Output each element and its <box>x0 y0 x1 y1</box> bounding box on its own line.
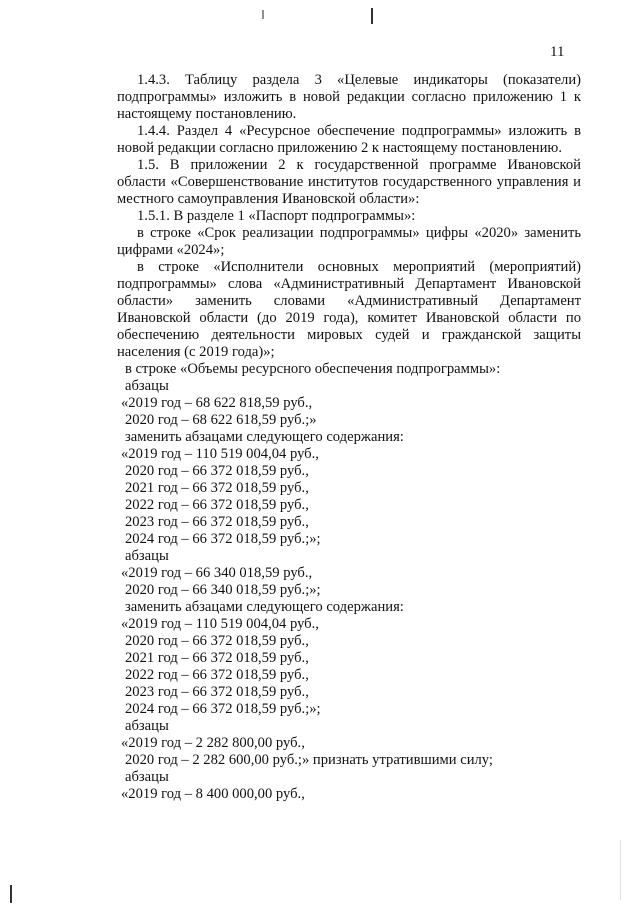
text-line: 2021 год – 66 372 018,59 руб., <box>125 650 309 666</box>
text-line: «2019 год – 110 519 004,04 руб., <box>121 446 319 462</box>
text-line: заменить абзацами следующего содержания: <box>125 599 404 615</box>
text-line: абзацы <box>125 548 169 564</box>
scan-artifact <box>620 840 621 900</box>
paragraph-term: в строке «Срок реализации подпрограммы» цифры «2020» заменить цифрами «2024»; <box>117 225 581 258</box>
text-line: 2022 год – 66 372 018,59 руб., <box>125 497 309 513</box>
paragraph-1-4-4: 1.4.4. Раздел 4 «Ресурсное обеспечение подпрограммы» изложить в новой редакции согласно приложению 2 к настоящему постановлению. <box>117 123 581 156</box>
text-line: «2019 год – 110 519 004,04 руб., <box>121 616 319 632</box>
text-line: 2020 год – 66 372 018,59 руб., <box>125 463 309 479</box>
text-line: абзацы <box>125 769 169 785</box>
text-line: абзацы <box>125 718 169 734</box>
text-line: 2020 год – 2 282 600,00 руб.;» признать утратившими силу; <box>125 752 493 768</box>
text-line: 2024 год – 66 372 018,59 руб.;»; <box>125 531 321 547</box>
paragraph-1-5: 1.5. В приложении 2 к государственной программе Ивановской области «Совершенствование институтов государственного управления и местного самоуправления Ивановской области»: <box>117 157 581 207</box>
text-line: 2024 год – 66 372 018,59 руб.;»; <box>125 701 321 717</box>
text-line: «2019 год – 8 400 000,00 руб., <box>121 786 305 802</box>
text-line: 2021 год – 66 372 018,59 руб., <box>125 480 309 496</box>
text-line: 2020 год – 66 372 018,59 руб., <box>125 633 309 649</box>
text-line: «2019 год – 66 340 018,59 руб., <box>121 565 313 581</box>
text-line: абзацы <box>125 378 169 394</box>
document-body <box>117 72 581 803</box>
text-line: 2023 год – 66 372 018,59 руб., <box>125 514 309 530</box>
paragraph-executors: в строке «Исполнители основных мероприятий (мероприятий) подпрограммы» слова «Административный Департамент Ивановской области» заменить словами «Административный Департамент Ивановской области (до 2019 года), комитет Ивановской области по обеспечению деятельности мировых судей и гражданской защиты населения (с 2019 года)»; <box>117 259 581 360</box>
paragraph-1-5-1: 1.5.1. В разделе 1 «Паспорт подпрограммы»: <box>137 208 416 224</box>
text-line: 2020 год – 66 340 018,59 руб.;»; <box>125 582 321 598</box>
text-line: «2019 год – 68 622 818,59 руб., <box>121 395 313 411</box>
text-line: в строке «Объемы ресурсного обеспечения подпрограммы»: <box>125 361 501 377</box>
page-number: 11 <box>550 44 565 60</box>
text-line: заменить абзацами следующего содержания: <box>125 429 404 445</box>
scan-artifact <box>371 8 373 24</box>
text-line: 2022 год – 66 372 018,59 руб., <box>125 667 309 683</box>
paragraph-1-4-3: 1.4.3. Таблицу раздела 3 «Целевые индикаторы (показатели) подпрограммы» изложить в новой редакции согласно приложению 1 к настоящему постановлению. <box>117 72 581 122</box>
scan-artifact <box>262 10 264 19</box>
text-line: 2023 год – 66 372 018,59 руб., <box>125 684 309 700</box>
text-line: 2020 год – 68 622 618,59 руб.;» <box>125 412 317 428</box>
scan-artifact <box>10 885 12 903</box>
text-line: «2019 год – 2 282 800,00 руб., <box>121 735 305 751</box>
